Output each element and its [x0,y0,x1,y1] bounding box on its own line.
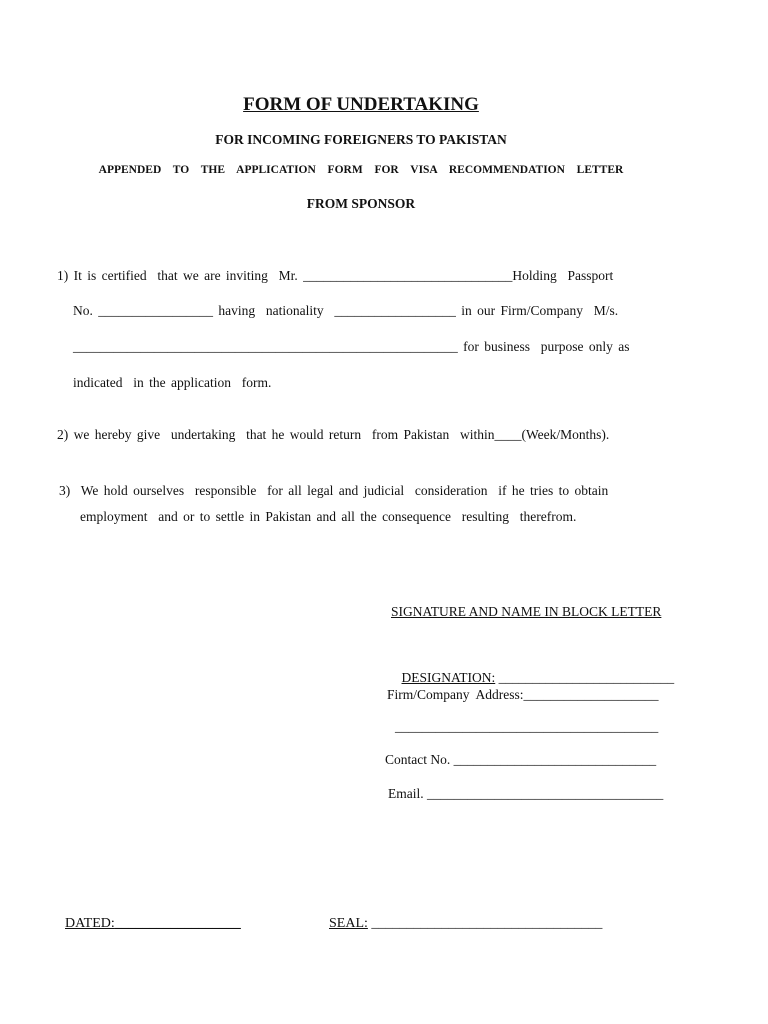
clause-3-line-1: 3) We hold ourselves responsible for all legal and judicial consideration if he tries to obtain [59,483,609,498]
seal-field[interactable] [315,900,602,948]
email-field[interactable]: Email. ___________________________________ [388,786,664,801]
dated-label: DATED: [65,916,115,931]
firm-address-field[interactable]: Firm/Company Address:____________________ [387,687,659,702]
form-from-sponsor: FROM SPONSOR [306,196,416,211]
firm-address-continuation[interactable]: _______________________________________ [395,719,659,734]
contact-number-field[interactable]: Contact No. ______________________________ [385,752,657,767]
signature-heading: SIGNATURE AND NAME IN BLOCK LETTER [391,604,662,619]
clause-1-line-1: 1) It is certified that we are inviting Mr. _______________________________Holding Passport [57,268,614,283]
clause-3-line-2: employment and or to settle in Pakistan and all the consequence resulting therefrom. [80,509,577,524]
designation-label: DESIGNATION: [401,670,496,685]
seal-label: SEAL: [329,916,368,931]
seal-blank: _________________________________ [367,916,603,931]
clause-1-line-3: _________________________________________________________ for business purpose only as [73,339,630,354]
form-title: FORM OF UNDERTAKING [243,94,479,115]
designation-blank: __________________________ [495,670,675,685]
clause-1-line-2: No. _________________ having nationality __________________ in our Firm/Company M/s. [73,303,619,318]
form-appended-note: APPENDED TO THE APPLICATION FORM FOR VISA RECOMMENDATION LETTER [98,164,624,176]
clause-2: 2) we hereby give undertaking that he would return from Pakistan within____(Week/Months). [57,427,610,442]
dated-blank: __________________ [114,916,241,931]
form-subtitle: FOR INCOMING FOREIGNERS TO PAKISTAN [215,132,507,147]
dated-field[interactable] [51,900,241,948]
clause-1-line-4: indicated in the application form. [73,375,272,390]
